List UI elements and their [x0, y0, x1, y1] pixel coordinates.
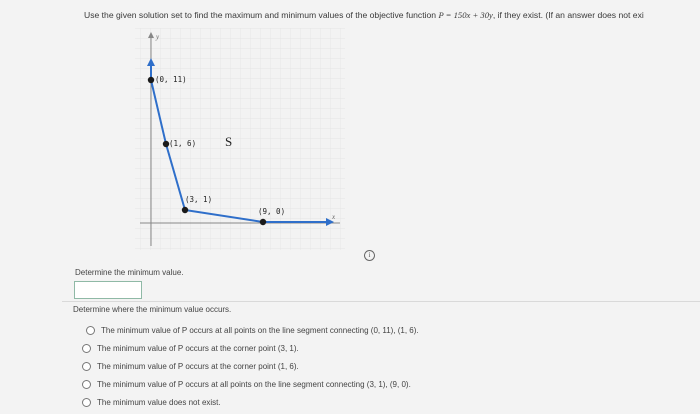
- point-label: (0, 11): [155, 75, 187, 84]
- prompt-text-before: Use the given solution set to find the maximum and minimum values of the objective function: [84, 10, 439, 20]
- option-segment-0-11-1-6[interactable]: [86, 321, 419, 339]
- corner-point: [260, 219, 266, 225]
- prompt-text-after: , if they exist. (If an answer does not exi: [492, 10, 644, 20]
- corner-point: [182, 207, 188, 213]
- answer-options: [82, 321, 419, 411]
- objective-function: P = 150x + 30y: [438, 10, 493, 20]
- question-minimum-location: Determine where the minimum value occurs.: [73, 305, 232, 314]
- problem-prompt: [84, 10, 700, 20]
- point-label: (1, 6): [169, 139, 197, 148]
- radio-button[interactable]: [86, 326, 95, 335]
- feasible-region-graph: [130, 28, 355, 253]
- option-does-not-exist[interactable]: [82, 393, 419, 411]
- grid: [135, 28, 345, 250]
- option-label: The minimum value of P occurs at all points on the line segment connecting (0, 11), (1, 6).: [101, 325, 419, 335]
- option-segment-3-1-9-0[interactable]: [82, 375, 419, 393]
- option-label: The minimum value of P occurs at the corner point (1, 6).: [97, 361, 299, 371]
- radio-button[interactable]: [82, 344, 91, 353]
- corner-point: [148, 77, 154, 83]
- radio-button[interactable]: [82, 380, 91, 389]
- point-label: (9, 0): [258, 207, 286, 216]
- option-corner-3-1[interactable]: [82, 339, 419, 357]
- option-label: The minimum value of P occurs at the corner point (3, 1).: [97, 343, 299, 353]
- question-minimum-value: Determine the minimum value.: [75, 268, 184, 277]
- radio-button[interactable]: [82, 398, 91, 407]
- section-divider: [62, 301, 700, 302]
- minimum-value-input[interactable]: [74, 281, 142, 299]
- option-corner-1-6[interactable]: [82, 357, 419, 375]
- radio-button[interactable]: [82, 362, 91, 371]
- region-label: S: [225, 134, 233, 149]
- x-axis-label: x: [332, 213, 336, 221]
- option-label: The minimum value of P occurs at all points on the line segment connecting (3, 1), (9, 0).: [97, 379, 411, 389]
- y-axis-label: y: [156, 33, 160, 41]
- info-icon[interactable]: i: [364, 250, 375, 261]
- option-label: The minimum value does not exist.: [97, 397, 221, 407]
- point-label: (3, 1): [185, 195, 213, 204]
